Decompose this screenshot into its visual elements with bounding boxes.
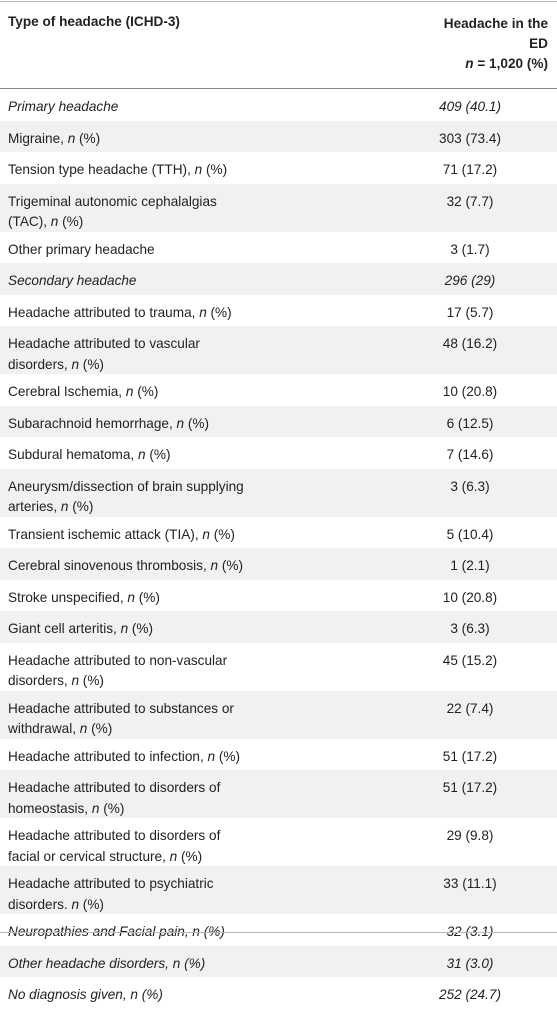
row-label-line2: disorders, <box>8 356 72 372</box>
row-value: 32 (3.1) <box>446 924 494 939</box>
row-label <box>8 152 313 181</box>
row-label-text: Cerebral Ischemia, <box>8 384 126 399</box>
row-value: 3 (6.3) <box>450 478 490 494</box>
row-value: 1 (2.1) <box>450 558 490 573</box>
row-value: 71 (17.2) <box>442 162 498 177</box>
row-label <box>8 295 313 324</box>
n-symbol: n <box>210 558 219 573</box>
row-value: 22 (7.4) <box>446 700 494 716</box>
table-row <box>0 611 557 643</box>
row-label <box>8 406 313 435</box>
row-label <box>8 739 313 768</box>
n-symbol: n <box>192 924 200 939</box>
row-label-suffix: (%) <box>180 955 206 971</box>
table-row <box>0 263 557 295</box>
n-symbol: n <box>125 384 134 399</box>
row-value: 51 (17.2) <box>442 780 498 795</box>
row-label <box>8 866 313 915</box>
row-label-suffix: (%) <box>128 621 154 636</box>
row-label <box>8 184 313 233</box>
column-header-type: Type of headache (ICHD-3) <box>8 14 180 29</box>
row-value: 33 (11.1) <box>443 876 497 891</box>
row-label-text: Stroke unspecified, <box>8 589 128 605</box>
table-row <box>0 548 557 580</box>
row-value: 31 (3.0) <box>446 955 494 971</box>
n-symbol: n <box>172 955 181 971</box>
row-label-suffix: (%) <box>218 558 243 573</box>
row-label-text: Other headache disorders, <box>8 955 173 971</box>
n-symbol: n <box>199 304 207 320</box>
table-row <box>0 152 557 184</box>
row-label-suffix: (%) <box>79 356 104 372</box>
n-symbol: n <box>79 721 88 736</box>
row-label-text: Secondary headache <box>8 273 137 288</box>
row-label-text: Headache attributed to infection, <box>8 748 208 764</box>
row-label <box>8 374 313 403</box>
row-label <box>8 691 313 740</box>
row-label <box>8 977 313 1006</box>
n-symbol: n <box>207 748 216 764</box>
row-value: 17 (5.7) <box>446 304 494 320</box>
n-symbol: n <box>71 356 80 372</box>
row-label-line1: Aneurysm/dissection of brain supplying <box>8 478 244 494</box>
row-label <box>8 89 313 118</box>
row-label-suffix: (%) <box>87 721 113 736</box>
row-label <box>8 770 313 819</box>
table-row <box>0 517 557 549</box>
row-label-text: Giant cell arteritis, <box>8 621 121 636</box>
table-row <box>0 580 557 612</box>
table-row <box>0 866 557 914</box>
table-row <box>0 691 557 739</box>
column-header-ed-n <box>388 54 548 74</box>
row-label <box>8 263 313 292</box>
column-header-ed <box>388 14 548 74</box>
table-row <box>0 437 557 469</box>
n-symbol: n <box>137 447 146 462</box>
row-label-suffix: (%) <box>184 415 210 431</box>
table-row <box>0 977 557 1009</box>
row-label <box>8 517 313 546</box>
row-label-line2: disorders. <box>8 896 72 912</box>
n-symbol: n <box>50 214 59 229</box>
table-row <box>0 770 557 818</box>
n-symbol: n <box>127 589 135 605</box>
row-value: 296 (29) <box>444 273 496 288</box>
table-row <box>0 374 557 406</box>
bottom-rule <box>0 932 557 933</box>
table-row <box>0 643 557 691</box>
row-label-line1: Headache attributed to vascular <box>8 336 200 351</box>
row-label-text: Migraine, <box>8 130 68 146</box>
row-value: 252 (24.7) <box>439 987 501 1002</box>
row-value: 48 (16.2) <box>442 336 498 351</box>
row-label <box>8 232 313 261</box>
table-row <box>0 89 557 121</box>
row-label-suffix: (%) <box>79 673 104 688</box>
row-label-line2: homeostasis, <box>8 800 92 816</box>
table-row <box>0 818 557 866</box>
row-label-line1: Headache attributed to disorders of <box>8 828 221 843</box>
row-label-suffix: (%) <box>215 748 240 764</box>
row-label-text: Cerebral sinovenous thrombosis, <box>8 558 211 573</box>
table-row <box>0 406 557 438</box>
n-symbol: n <box>176 415 185 431</box>
row-value: 409 (40.1) <box>439 99 501 114</box>
row-label <box>8 818 313 867</box>
row-label-text: Primary headache <box>8 99 119 114</box>
table-row <box>0 184 557 232</box>
row-value: 29 (9.8) <box>446 828 494 843</box>
row-label-line1: Headache attributed to disorders of <box>8 780 221 795</box>
table-row <box>0 469 557 517</box>
table-row <box>0 914 557 946</box>
row-label-text: Neuropathies and Facial pain, <box>8 924 193 939</box>
row-value: 7 (14.6) <box>446 447 494 462</box>
row-label-suffix: (%) <box>99 800 125 816</box>
n-symbol: n <box>71 896 80 912</box>
row-label-text: Transient ischemic attack (TIA), <box>8 526 203 542</box>
table-row <box>0 946 557 978</box>
row-value: 303 (73.4) <box>439 130 501 146</box>
row-label <box>8 611 313 640</box>
row-label-suffix: (%) <box>145 447 171 462</box>
row-label-line2: disorders, <box>8 673 72 688</box>
row-label-text: Subdural hematoma, <box>8 447 138 462</box>
row-label <box>8 437 313 466</box>
row-label-suffix: (%) <box>133 384 159 399</box>
row-label <box>8 469 313 518</box>
row-label-suffix: (%) <box>137 987 163 1002</box>
row-label-line2: withdrawal, <box>8 721 80 736</box>
row-label-suffix: (%) <box>58 214 84 229</box>
row-label-suffix: (%) <box>134 589 160 605</box>
n-symbol: n <box>60 499 69 514</box>
row-label <box>8 121 313 150</box>
n-symbol: n <box>202 526 210 542</box>
row-label-suffix: (%) <box>199 924 225 939</box>
row-label-line2: arteries, <box>8 499 61 514</box>
top-rule <box>0 1 557 2</box>
row-label-suffix: (%) <box>202 162 228 177</box>
row-label <box>8 946 313 975</box>
row-value: 45 (15.2) <box>442 652 498 668</box>
row-label-line2: (TAC), <box>8 214 51 229</box>
row-value: 3 (6.3) <box>450 621 490 636</box>
n-count: = 1,020 (%) <box>473 56 548 71</box>
n-symbol: n <box>130 987 138 1002</box>
table-row <box>0 232 557 264</box>
row-label-text: Subarachnoid hemorrhage, <box>8 415 177 431</box>
n-symbol: n <box>91 800 100 816</box>
row-label-line1: Headache attributed to non-vascular <box>8 652 228 668</box>
row-label-suffix: (%) <box>177 848 203 864</box>
column-header-ed-line2: ED <box>529 36 548 51</box>
n-symbol: n <box>465 56 474 71</box>
table-row <box>0 326 557 374</box>
row-value: 3 (1.7) <box>450 241 490 257</box>
table-row <box>0 739 557 771</box>
column-header-ed-line1: Headache in the <box>443 16 548 31</box>
row-label-line2: facial or cervical structure, <box>8 848 170 864</box>
row-label <box>8 643 313 692</box>
row-label-line1: Headache attributed to psychiatric <box>8 876 214 891</box>
row-value: 5 (10.4) <box>446 526 494 542</box>
row-label <box>8 548 313 577</box>
row-label-suffix: (%) <box>75 130 101 146</box>
row-label <box>8 914 313 943</box>
row-label <box>8 580 313 609</box>
row-label-line1: Trigeminal autonomic cephalalgias <box>8 193 217 209</box>
row-label-suffix: (%) <box>68 499 94 514</box>
row-label-suffix: (%) <box>206 304 232 320</box>
row-label-text: Other primary headache <box>8 241 155 257</box>
row-label-text: Tension type headache (TTH), <box>8 162 195 177</box>
row-label-text: Headache attributed to trauma, <box>8 304 200 320</box>
n-symbol: n <box>67 130 76 146</box>
row-value: 10 (20.8) <box>442 589 498 605</box>
row-label-suffix: (%) <box>209 526 235 542</box>
row-value: 51 (17.2) <box>442 748 498 764</box>
row-label-suffix: (%) <box>79 896 104 912</box>
n-symbol: n <box>169 848 178 864</box>
row-value: 6 (12.5) <box>446 415 494 431</box>
table-row <box>0 121 557 153</box>
row-label <box>8 326 313 375</box>
n-symbol: n <box>71 673 80 688</box>
row-value: 10 (20.8) <box>442 384 498 399</box>
row-label-line1: Headache attributed to substances or <box>8 700 234 716</box>
row-label-text: No diagnosis given, <box>8 987 131 1002</box>
n-symbol: n <box>194 162 203 177</box>
table-row <box>0 295 557 327</box>
n-symbol: n <box>120 621 129 636</box>
row-value: 32 (7.7) <box>446 193 494 209</box>
